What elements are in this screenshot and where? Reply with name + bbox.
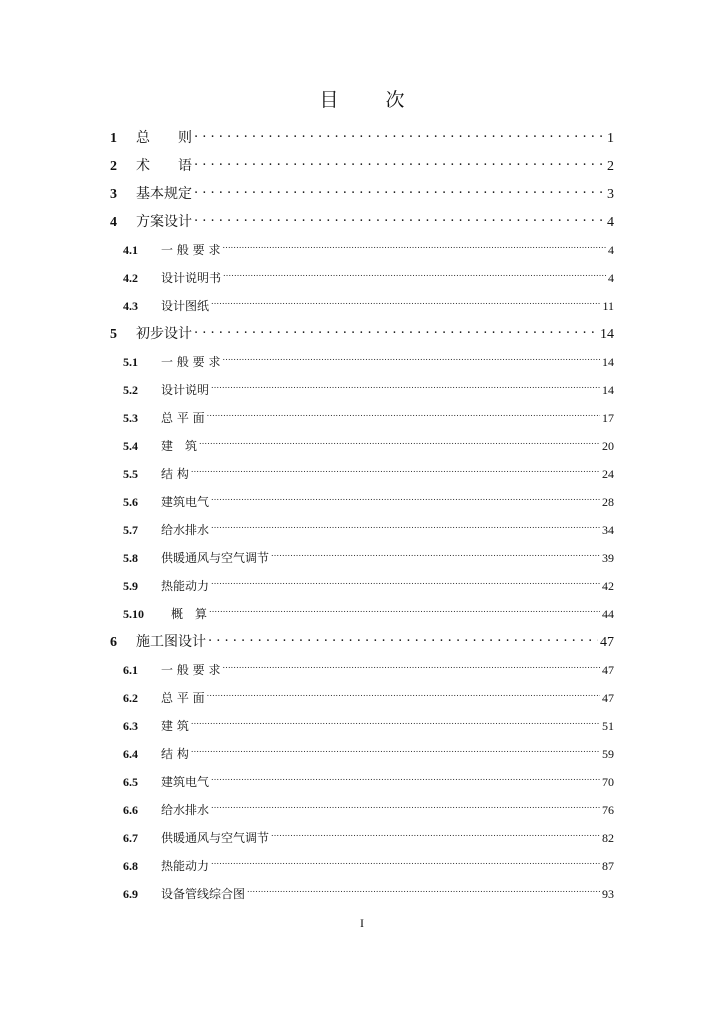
footer-page-number: I [360, 916, 364, 930]
toc-number: 5.7 [123, 523, 138, 537]
toc-page: 82 [602, 831, 614, 845]
toc-page: 39 [602, 551, 614, 565]
toc-number: 5 [110, 327, 117, 342]
toc-title: 术 语 [136, 158, 192, 174]
toc-leader [207, 408, 600, 422]
toc-number: 6.4 [123, 747, 138, 761]
toc-row[interactable] [123, 296, 614, 316]
toc-page: 1 [607, 131, 614, 146]
toc-row[interactable] [123, 772, 614, 792]
toc-page: 17 [602, 411, 614, 425]
toc-page: 20 [602, 439, 614, 453]
toc-leader [211, 296, 600, 310]
toc-leader [247, 884, 600, 898]
toc-page: 87 [602, 859, 614, 873]
toc-page: 70 [602, 775, 614, 789]
toc-title: 总 平 面 [161, 691, 205, 705]
toc-row[interactable] [123, 436, 614, 456]
toc-number: 6.5 [123, 775, 138, 789]
toc-leader [211, 856, 600, 870]
toc-leader [271, 828, 600, 842]
toc-page: 28 [602, 495, 614, 509]
toc-row[interactable] [123, 408, 614, 428]
toc-leader [222, 660, 600, 674]
toc-page: 4 [607, 215, 614, 230]
toc-row[interactable] [123, 240, 614, 260]
toc-row[interactable] [123, 520, 614, 540]
toc-page: 51 [602, 719, 614, 733]
toc-number: 5.9 [123, 579, 138, 593]
toc-leader [199, 436, 600, 450]
toc-leader [211, 492, 600, 506]
toc-page: 2 [607, 159, 614, 174]
toc-number: 6.9 [123, 887, 138, 901]
toc-leader [194, 184, 605, 198]
toc-number: 5.10 [123, 607, 144, 621]
toc-row[interactable] [110, 156, 614, 176]
toc-number: 6.7 [123, 831, 138, 845]
toc-number: 6.1 [123, 663, 138, 677]
toc-page: 47 [602, 663, 614, 677]
toc-title: 一 般 要 求 [161, 663, 221, 677]
toc-title: 基本规定 [136, 186, 192, 202]
toc-page: 44 [602, 607, 614, 621]
toc-number: 5.6 [123, 495, 138, 509]
toc-row[interactable] [123, 576, 614, 596]
toc-page: 76 [602, 803, 614, 817]
toc-page: 14 [600, 327, 614, 342]
toc-page: 93 [602, 887, 614, 901]
toc-row[interactable] [123, 716, 614, 736]
toc-number: 5.5 [123, 467, 138, 481]
toc-title: 建 筑 [161, 719, 189, 733]
toc-title: 供暖通风与空气调节 [161, 551, 270, 565]
toc-row[interactable] [123, 744, 614, 764]
toc-row[interactable] [123, 548, 614, 568]
toc-number: 2 [110, 159, 117, 174]
toc-row[interactable] [123, 492, 614, 512]
toc-leader [191, 464, 600, 478]
toc-title: 一 般 要 求 [161, 243, 221, 257]
toc-row[interactable] [110, 632, 614, 652]
toc-title: 热能动力 [161, 579, 210, 593]
toc-number: 6.2 [123, 691, 138, 705]
toc-title: 结 构 [161, 747, 189, 761]
toc-title: 结 构 [161, 467, 189, 481]
toc-number: 4.2 [123, 271, 138, 285]
toc-row[interactable] [123, 660, 614, 680]
toc-title: 建 筑 [161, 439, 198, 453]
toc-page: 11 [602, 299, 614, 313]
toc-page: 3 [607, 187, 614, 202]
toc-number: 5.3 [123, 411, 138, 425]
toc-row[interactable] [123, 352, 614, 372]
toc-leader [222, 352, 600, 366]
toc-title: 设备管线综合图 [161, 887, 246, 901]
toc-number: 6.3 [123, 719, 138, 733]
toc-leader [194, 324, 598, 338]
page-title: 目 次 [319, 89, 419, 111]
toc-leader [191, 744, 600, 758]
toc-title: 初步设计 [136, 326, 192, 342]
toc-page: 24 [602, 467, 614, 481]
toc-leader [207, 688, 600, 702]
toc-number: 5.1 [123, 355, 138, 369]
toc-page: 47 [602, 691, 614, 705]
toc-number: 4.3 [123, 299, 138, 313]
toc-row[interactable] [110, 212, 614, 232]
toc-number: 3 [110, 187, 117, 202]
toc-page: 59 [602, 747, 614, 761]
toc-number: 6 [110, 635, 117, 650]
toc-leader [211, 520, 600, 534]
toc-title: 概 算 [171, 607, 208, 621]
toc-row[interactable] [123, 688, 614, 708]
toc-leader [211, 576, 600, 590]
toc-leader [191, 716, 600, 730]
toc-leader [271, 548, 600, 562]
toc-title: 给水排水 [161, 803, 210, 817]
toc-title: 施工图设计 [136, 634, 206, 650]
toc-leader [194, 128, 605, 142]
toc-page: 42 [602, 579, 614, 593]
toc-number: 5.2 [123, 383, 138, 397]
toc-title: 一 般 要 求 [161, 355, 221, 369]
toc-title: 热能动力 [161, 859, 210, 873]
toc-title: 设计说明 [161, 383, 210, 397]
toc-leader [208, 632, 598, 646]
toc-leader [194, 212, 605, 226]
toc-title: 设计图纸 [161, 299, 210, 313]
toc-leader [223, 268, 606, 282]
toc-row[interactable] [123, 380, 614, 400]
toc-leader [211, 800, 600, 814]
toc-row[interactable] [110, 324, 614, 344]
toc-title: 设计说明书 [161, 271, 222, 285]
toc-row[interactable] [123, 604, 614, 624]
toc-number: 5.4 [123, 439, 138, 453]
toc-title: 给水排水 [161, 523, 210, 537]
toc-row[interactable] [123, 800, 614, 820]
toc-number: 4 [110, 215, 117, 230]
toc-number: 5.8 [123, 551, 138, 565]
toc-page: 14 [602, 355, 614, 369]
toc-title: 总 平 面 [161, 411, 205, 425]
toc-leader [209, 604, 600, 618]
toc-row[interactable] [110, 128, 614, 148]
toc-leader [222, 240, 606, 254]
toc-leader [194, 156, 605, 170]
toc-row[interactable] [110, 184, 614, 204]
toc-leader [211, 380, 600, 394]
toc-row[interactable] [123, 268, 614, 288]
toc-leader [211, 772, 600, 786]
toc-page: 4 [608, 271, 614, 285]
toc-number: 4.1 [123, 243, 138, 257]
toc-page: 34 [602, 523, 614, 537]
toc-number: 1 [110, 131, 117, 146]
toc-title: 建筑电气 [161, 775, 210, 789]
toc-title: 方案设计 [136, 214, 192, 230]
toc-number: 6.8 [123, 859, 138, 873]
toc-number: 6.6 [123, 803, 138, 817]
toc-page: 4 [608, 243, 614, 257]
toc-row[interactable] [123, 884, 614, 904]
toc-row[interactable] [123, 828, 614, 848]
toc-title: 供暖通风与空气调节 [161, 831, 270, 845]
toc-title: 总 则 [136, 130, 192, 146]
toc-page: 14 [602, 383, 614, 397]
toc-title: 建筑电气 [161, 495, 210, 509]
toc-page: 47 [600, 635, 614, 650]
toc-row[interactable] [123, 856, 614, 876]
toc-row[interactable] [123, 464, 614, 484]
